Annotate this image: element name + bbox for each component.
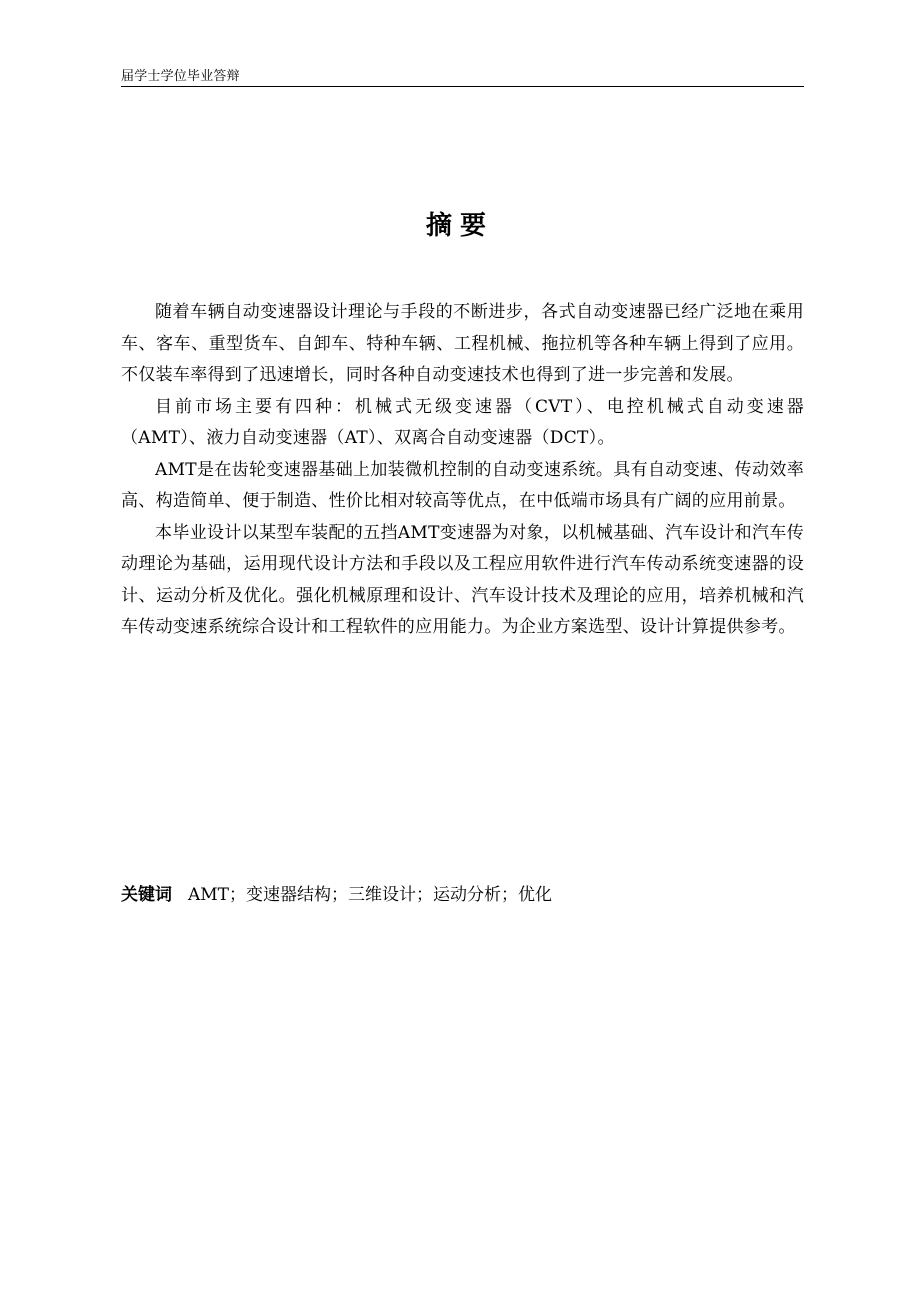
abstract-paragraph-4: 本毕业设计以某型车装配的五挡AMT变速器为对象，以机械基础、汽车设计和汽车传动理论为基础，运用现代设计方法和手段以及工程应用软件进行汽车传动系统变速器的设计、运动分析及优化。强化机械原理和设计、汽车设计技术及理论的应用，培养机械和汽车传动变速系统综合设计和工程软件的应用能力。为企业方案选型、设计计算提供参考。 xyxy=(121,522,804,637)
keywords-text: AMT；变速器结构；三维设计；运动分析；优化 xyxy=(188,885,553,905)
running-header-text: 届学士学位毕业答辩 xyxy=(121,69,240,84)
abstract-title: 摘要 xyxy=(425,211,494,241)
running-header xyxy=(121,64,804,87)
abstract-paragraph-2: 目前市场主要有四种：机械式无级变速器（CVT）、电控机械式自动变速器（AMT）、液力自动变速器（AT）、双离合自动变速器（DCT）。 xyxy=(121,396,804,448)
keywords-line xyxy=(121,880,804,912)
keywords-label: 关键词 xyxy=(121,885,172,905)
abstract-paragraph-1: 随着车辆自动变速器设计理论与手段的不断进步，各式自动变速器已经广泛地在乘用车、客车、重型货车、自卸车、特种车辆、工程机械、拖拉机等各种车辆上得到了应用。不仅装车率得到了迅速增长，同时各种自动变速技术也得到了进一步完善和发展。 xyxy=(121,302,804,385)
abstract-body xyxy=(121,297,804,644)
abstract-paragraph-3: AMT是在齿轮变速器基础上加装微机控制的自动变速系统。具有自动变速、传动效率高、构造简单、便于制造、性价比相对较高等优点，在中低端市场具有广阔的应用前景。 xyxy=(121,459,804,511)
